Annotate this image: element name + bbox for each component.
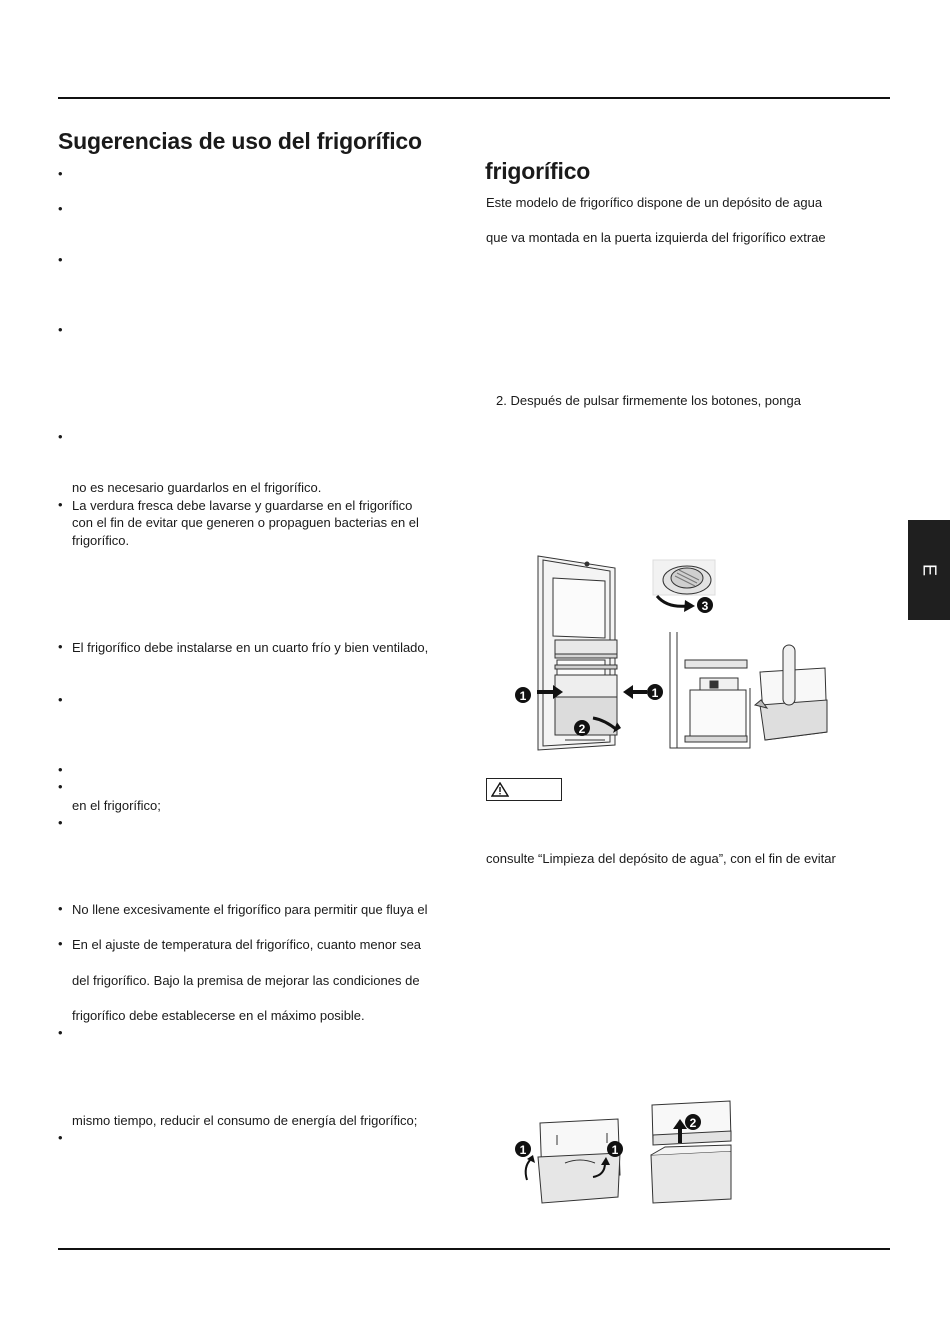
section-heading-water-tank: frigorífico: [485, 158, 591, 184]
step-number-label: 1: [519, 1143, 527, 1157]
language-side-tab: [908, 520, 950, 620]
text-line: frigorífico.: [72, 533, 130, 548]
section-heading-usage-tips: Sugerencias de uso del frigorífico: [58, 128, 422, 154]
text-line: La verdura fresca debe lavarse y guardarse en el frigorífico: [72, 498, 413, 513]
bullet-marker: •: [58, 1025, 63, 1040]
text-line: del frigorífico. Bajo la premisa de mejorar las condiciones de: [72, 973, 420, 988]
rotate-arrow-icon: [657, 596, 687, 606]
arrow-head-icon: [684, 600, 695, 612]
step-number-label: 3: [701, 599, 709, 613]
text-line: El frigorífico debe instalarse en un cuarto frío y bien ventilado,: [72, 640, 429, 655]
bullet-marker: •: [58, 936, 63, 951]
bullet-marker: •: [58, 901, 63, 916]
tank-cap-drawing: [653, 560, 715, 595]
door-inner-drawing: [670, 632, 750, 748]
bullet-marker: •: [58, 429, 63, 444]
text-line: que va montada en la puerta izquierda del frigorífico extrae: [486, 230, 826, 245]
text-line: en el frigorífico;: [72, 798, 161, 813]
water-tank-drawing: [755, 645, 827, 740]
text-line: consulte “Limpieza del depósito de agua”, con el fin de evitar: [486, 851, 836, 866]
text-line: no es necesario guardarlos en el frigorífico.: [72, 480, 322, 495]
warning-triangle-icon: [491, 782, 509, 797]
text-line: frigorífico debe establecerse en el máximo posible.: [72, 1008, 365, 1023]
tank-lid-removal-figure: [505, 1095, 745, 1210]
bullet-marker: •: [58, 639, 63, 654]
water-tank-removal-figure: [505, 550, 835, 755]
warning-box: [486, 778, 562, 801]
text-line: con el fin de evitar que generen o propaguen bacterias en el: [72, 515, 419, 530]
text-line: mismo tiempo, reducir el consumo de energía del frigorífico;: [72, 1113, 418, 1128]
bullet-marker: •: [58, 815, 63, 830]
arrow-head-icon: [623, 685, 633, 699]
text-line: En el ajuste de temperatura del frigorífico, cuanto menor sea: [72, 937, 422, 952]
bullet-marker: •: [58, 497, 63, 512]
bullet-marker: •: [58, 201, 63, 216]
top-rule: [58, 97, 890, 99]
step-number-label: 1: [651, 686, 659, 700]
step-number-label: 1: [611, 1143, 619, 1157]
bullet-marker: •: [58, 1130, 63, 1145]
bottom-rule: [58, 1248, 890, 1250]
bullet-marker: •: [58, 252, 63, 267]
step-number-label: 2: [689, 1116, 697, 1130]
text-line: No llene excesivamente el frigorífico para permitir que fluya el: [72, 902, 428, 917]
bullet-marker: •: [58, 762, 63, 777]
bullet-marker: •: [58, 779, 63, 794]
bullet-marker: •: [58, 692, 63, 707]
text-line: Este modelo de frigorífico dispone de un depósito de agua: [486, 195, 823, 210]
step-2-text: 2. Después de pulsar firmemente los botones, ponga: [496, 393, 801, 408]
step-number-label: 2: [578, 722, 586, 736]
bullet-marker: •: [58, 322, 63, 337]
language-tab-label: E: [919, 563, 940, 577]
unclip-arrow-icon: [526, 1159, 531, 1180]
step-number-label: 1: [519, 689, 527, 703]
bullet-marker: •: [58, 166, 63, 181]
